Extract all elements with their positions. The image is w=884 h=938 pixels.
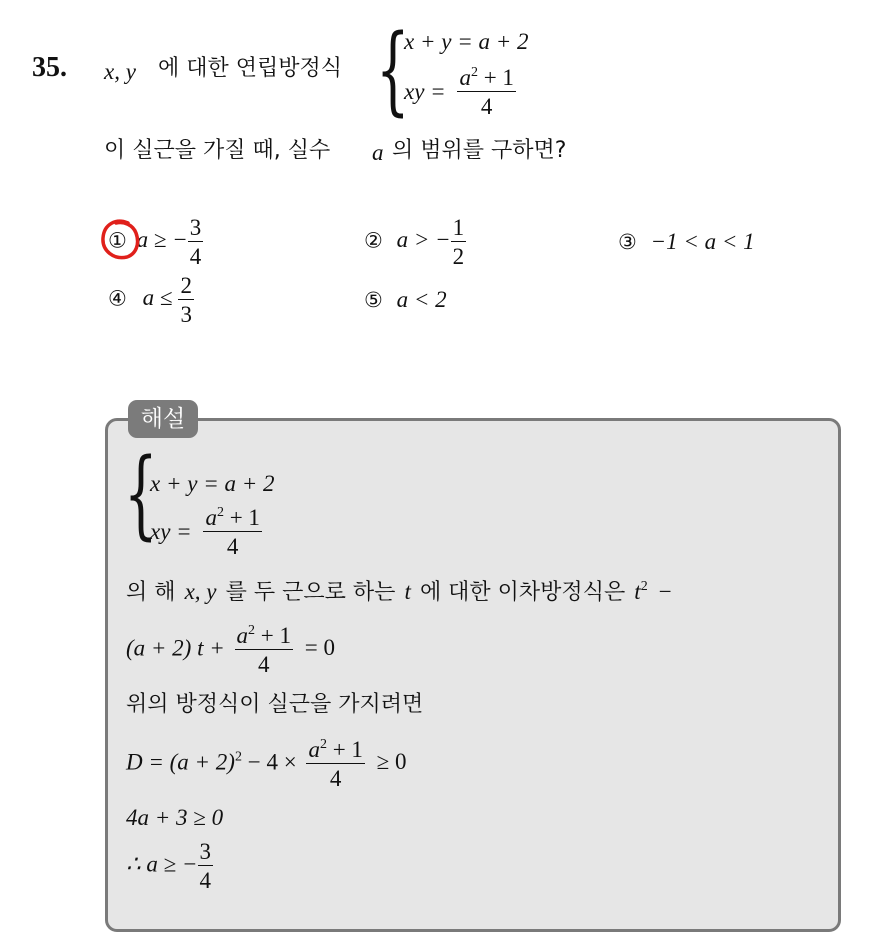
solution-line4-post: ≥ 0 bbox=[376, 749, 407, 775]
choice-1-expr: a ≥ − bbox=[136, 227, 188, 253]
solution-line1-b: 를 두 근으로 하는 bbox=[225, 580, 396, 605]
choice-4-expr: a ≤ bbox=[142, 285, 173, 311]
choice-4[interactable] bbox=[108, 274, 194, 326]
solution-line1-c: 에 대한 이차방정식은 bbox=[419, 580, 626, 605]
solution-line-5: 4a + 3 ≥ 0 bbox=[126, 805, 224, 830]
solution-line-1 bbox=[126, 580, 672, 604]
solution-line2-numerator bbox=[235, 624, 293, 650]
solution-line4-num-exp: 2 bbox=[319, 737, 327, 752]
question-number: 35. bbox=[32, 52, 67, 83]
solution-tag: 해설 bbox=[128, 400, 198, 438]
eq2-lhs: xy = bbox=[404, 79, 446, 105]
choice-5-expr: a < 2 bbox=[396, 287, 447, 312]
solution-line1-t2-exp: 2 bbox=[640, 579, 648, 594]
solution-line-2 bbox=[126, 624, 335, 676]
question-body-1: 이 실근을 가질 때, 실수 bbox=[104, 138, 331, 163]
choice-2-fraction bbox=[451, 216, 467, 268]
solution-line6-fraction bbox=[198, 840, 214, 892]
question-equation-2 bbox=[404, 66, 516, 118]
question-body-var: a bbox=[372, 140, 384, 165]
choice-1-label: ① bbox=[108, 228, 127, 253]
solution-line1-vars: x, y bbox=[184, 579, 217, 604]
solution-line1-a: 의 해 bbox=[126, 580, 176, 605]
solution-line-6 bbox=[126, 840, 213, 892]
choice-2-expr: a > − bbox=[396, 227, 451, 253]
choice-4-den: 3 bbox=[180, 302, 192, 327]
choice-5-label: ⑤ bbox=[364, 288, 383, 312]
solution-line1-t2-base: t bbox=[634, 579, 641, 604]
eq2-num-rest: + 1 bbox=[477, 65, 514, 90]
solution-line6-num: 3 bbox=[199, 839, 212, 864]
choice-2[interactable] bbox=[364, 216, 466, 268]
question-lead-text: 에 대한 연립방정식 bbox=[158, 56, 343, 81]
solution-line4-fraction bbox=[306, 738, 364, 790]
choice-2-label: ② bbox=[364, 228, 383, 253]
solution-line2-denominator: 4 bbox=[257, 652, 270, 677]
solution-equation-2 bbox=[150, 506, 262, 558]
eq2-num-base: a bbox=[459, 65, 471, 90]
solution-eq2-num-exp: 2 bbox=[216, 505, 224, 520]
solution-eq2-fraction bbox=[203, 506, 261, 558]
eq2-denominator: 4 bbox=[480, 94, 493, 119]
solution-equation-1: x + y = a + 2 bbox=[150, 471, 275, 496]
solution-eq2-denominator: 4 bbox=[226, 534, 239, 559]
choice-2-den: 2 bbox=[452, 244, 465, 269]
choice-1-num: 3 bbox=[189, 215, 202, 240]
choice-5[interactable] bbox=[364, 288, 447, 311]
solution-line4-mid: − 4 × bbox=[241, 749, 297, 775]
choice-1-fraction bbox=[188, 216, 204, 268]
choice-1-den: 4 bbox=[189, 244, 202, 269]
solution-line-3: 위의 방정식이 실근을 가지려면 bbox=[126, 692, 424, 717]
question-body-2: 의 범위를 구하면? bbox=[392, 138, 567, 163]
solution-line6-den: 4 bbox=[199, 868, 212, 893]
solution-line1-end: − bbox=[658, 579, 672, 604]
solution-eq2-num-rest: + 1 bbox=[223, 505, 260, 530]
eq2-num-exp: 2 bbox=[470, 65, 478, 80]
choice-3[interactable] bbox=[618, 230, 755, 253]
solution-line1-t2 bbox=[634, 579, 647, 604]
solution-line2-fraction bbox=[235, 624, 293, 676]
solution-line-4 bbox=[126, 738, 407, 790]
choice-2-num: 1 bbox=[452, 215, 465, 240]
solution-system-brace: { bbox=[124, 438, 158, 550]
solution-line4-num-rest: + 1 bbox=[326, 737, 363, 762]
solution-line2-num-base: a bbox=[236, 623, 248, 648]
solution-line2-num-exp: 2 bbox=[248, 623, 255, 638]
solution-line4-denominator: 4 bbox=[329, 766, 342, 791]
solution-line4-exp: 2 bbox=[234, 749, 242, 765]
eq2-fraction bbox=[457, 66, 515, 118]
question-variables: x, y bbox=[104, 59, 136, 84]
solution-line2-pre: (a + 2) t + bbox=[126, 635, 225, 661]
choice-4-fraction bbox=[178, 274, 194, 326]
choice-4-label: ④ bbox=[108, 286, 127, 311]
solution-line4-numerator bbox=[306, 738, 364, 764]
question-equation-1: x + y = a + 2 bbox=[404, 29, 529, 54]
solution-line2-post: = 0 bbox=[304, 635, 335, 661]
solution-eq2-lhs: xy = bbox=[150, 519, 192, 545]
answer-circle-mark bbox=[98, 216, 144, 264]
solution-line2-num-rest: + 1 bbox=[255, 623, 291, 648]
solution-line6-pre: ∴ a ≥ − bbox=[126, 851, 198, 877]
solution-line4-num-base: a bbox=[308, 737, 320, 762]
choice-3-label: ③ bbox=[618, 230, 637, 254]
choice-3-expr: −1 < a < 1 bbox=[650, 229, 755, 254]
solution-eq2-numerator bbox=[203, 506, 261, 532]
eq2-numerator bbox=[457, 66, 515, 92]
solution-line4-pre: D = (a + 2) bbox=[126, 749, 235, 775]
system-brace: { bbox=[376, 14, 410, 126]
solution-line1-t: t bbox=[404, 579, 411, 604]
choice-4-num: 2 bbox=[180, 273, 192, 298]
solution-eq2-num-base: a bbox=[205, 505, 217, 530]
